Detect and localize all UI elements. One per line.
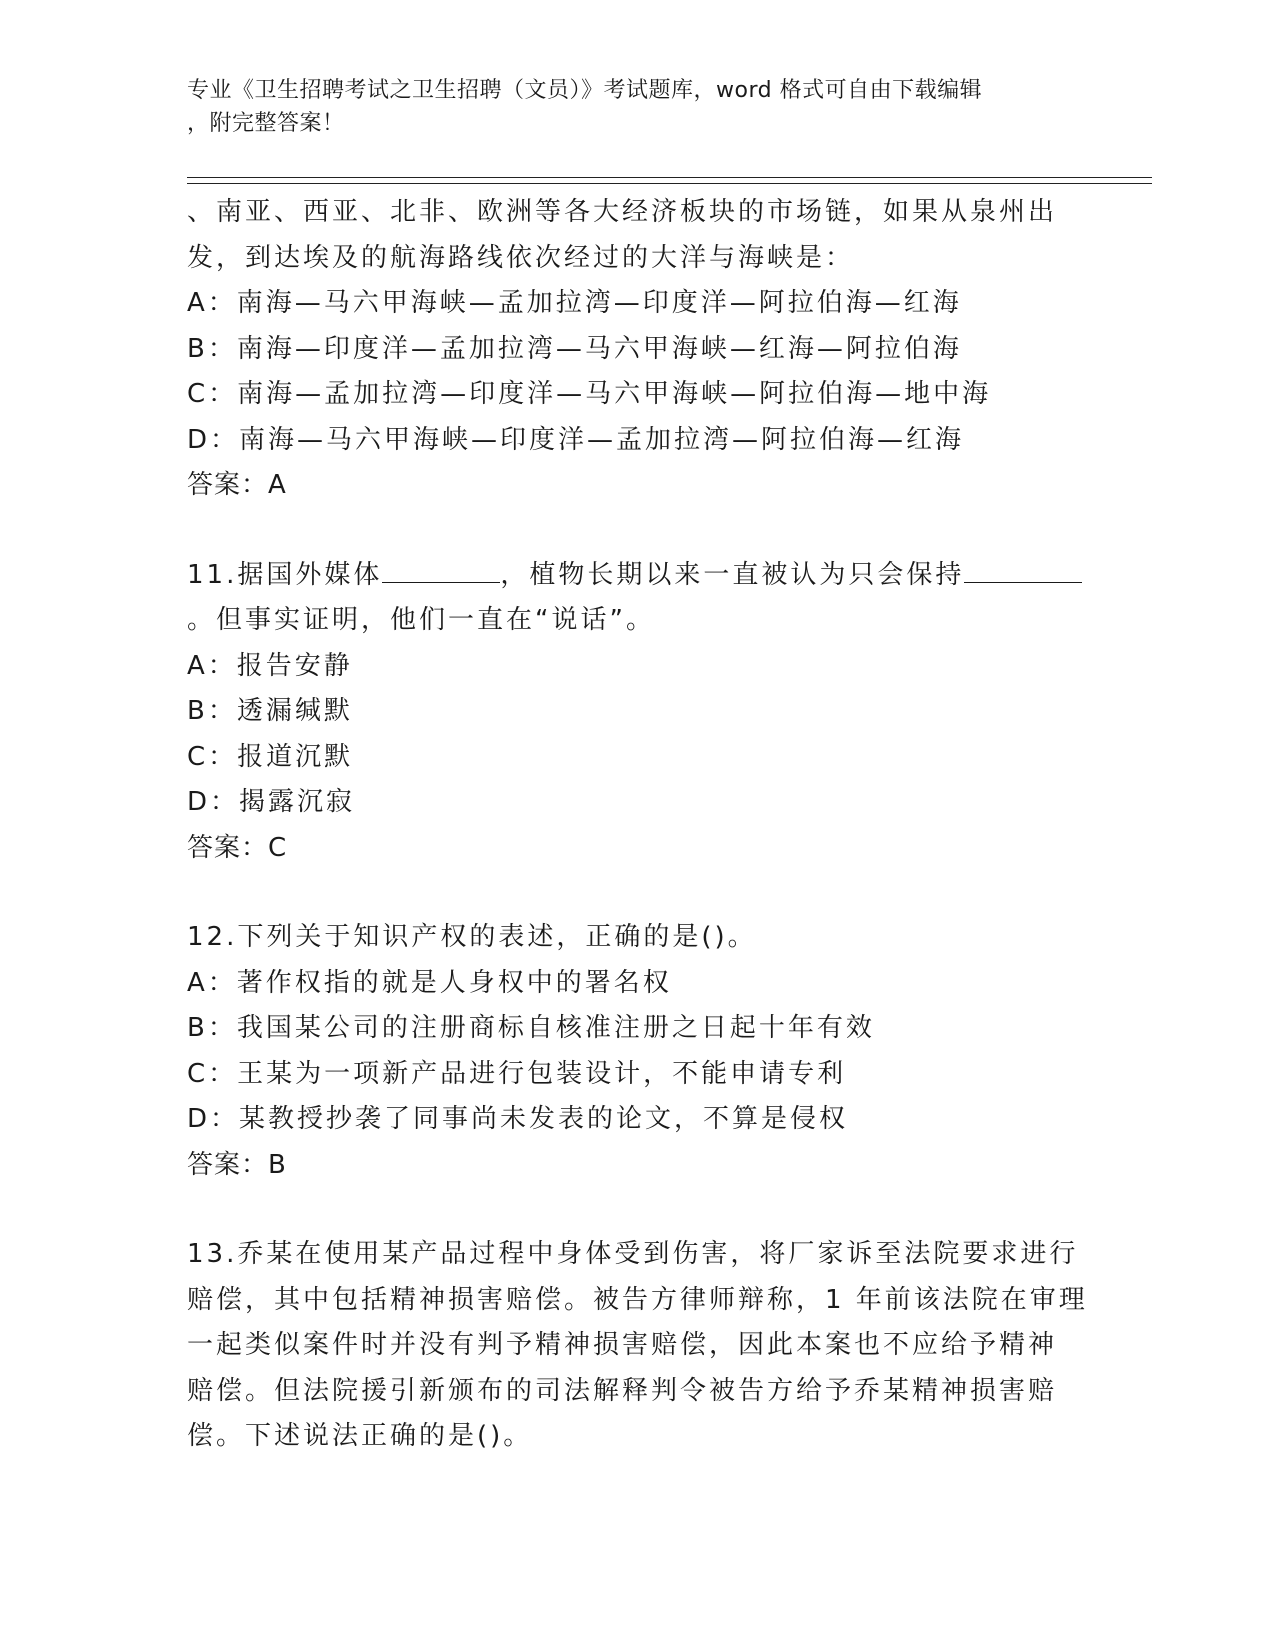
option-text: B：南海—印度洋—孟加拉湾—马六甲海峡—红海—阿拉伯海 (187, 333, 962, 364)
question-text (187, 553, 1087, 644)
option-text: B：透漏缄默 (187, 696, 353, 726)
option-a (187, 281, 1087, 327)
question-12 (187, 915, 1087, 1188)
option-text: D：某教授抄袭了同事尚未发表的论文，不算是侵权 (187, 1104, 849, 1134)
question-text-line: 偿。下述说法正确的是()。 (187, 1421, 533, 1451)
answer-line: 答案：B (187, 1149, 287, 1180)
question-text-line: 一起类似案件时并没有判予精神损害赔偿，因此本案也不应给予精神 (187, 1330, 1058, 1360)
option-d (187, 1097, 1087, 1143)
question-text-line: 12.下列关于知识产权的表述，正确的是()。 (187, 922, 757, 952)
option-c (187, 372, 1087, 418)
answer-line: 答案：C (187, 832, 288, 863)
question-text-line: 、南亚、西亚、北非、欧洲等各大经济板块的市场链，如果从泉州出 (187, 197, 1058, 227)
question-text (187, 1232, 1087, 1460)
fill-blank (382, 556, 500, 583)
option-c (187, 735, 1087, 781)
option-b (187, 689, 1087, 735)
question-text-line: 。但事实证明，他们一直在“说话”。 (187, 605, 655, 635)
header-title-line-1: 专业《卫生招聘考试之卫生招聘（文员）》考试题库，word 格式可自由下载编辑 (187, 78, 983, 103)
option-text: D：南海—马六甲海峡—印度洋—孟加拉湾—阿拉伯海—红海 (187, 424, 965, 455)
fill-blank (964, 556, 1082, 583)
question-text-line: 赔偿。但法院援引新颁布的司法解释判令被告方给予乔某精神损害赔 (187, 1375, 1058, 1406)
question-13 (187, 1232, 1087, 1460)
header-divider-top (187, 177, 1152, 178)
question-text (187, 915, 1087, 961)
option-b (187, 1006, 1087, 1052)
option-a (187, 644, 1087, 690)
option-text: A：著作权指的就是人身权中的署名权 (187, 967, 672, 998)
option-text: A：报告安静 (187, 650, 353, 681)
option-text: C：南海—孟加拉湾—印度洋—马六甲海峡—阿拉伯海—地中海 (187, 379, 992, 409)
option-d (187, 418, 1087, 464)
question-text (187, 190, 1087, 281)
header-title-line-2: ，附完整答案！ (187, 111, 345, 136)
option-text: C：王某为一项新产品进行包装设计，不能申请专利 (187, 1058, 847, 1089)
option-text: C：报道沉默 (187, 741, 354, 772)
header-divider-bottom (187, 183, 1152, 184)
option-text: A：南海—马六甲海峡—孟加拉湾—印度洋—阿拉伯海—红海 (187, 288, 962, 318)
option-text: B：我国某公司的注册商标自核准注册之日起十年有效 (187, 1013, 875, 1043)
option-a (187, 961, 1087, 1007)
document-header (187, 74, 1087, 140)
question-11 (187, 553, 1087, 872)
option-c (187, 1052, 1087, 1098)
document-body (187, 190, 1087, 1460)
question-text-line (187, 553, 1087, 599)
option-d (187, 780, 1087, 826)
question-text-line: 13.乔某在使用某产品过程中身体受到伤害，将厂家诉至法院要求进行 (187, 1239, 1079, 1269)
question-text-part: 11.据国外媒体 (187, 559, 383, 590)
question-10-continued (187, 190, 1087, 509)
option-text: D：揭露沉寂 (187, 787, 356, 817)
answer-line: 答案：A (187, 470, 287, 500)
question-text-line: 发，到达埃及的航海路线依次经过的大洋与海峡是： (187, 242, 855, 273)
question-text-part: ，植物长期以来一直被认为只会保持 (500, 559, 965, 590)
option-b (187, 327, 1087, 373)
question-text-line: 赔偿，其中包括精神损害赔偿。被告方律师辩称，1 年前该法院在审理 (187, 1284, 1088, 1315)
